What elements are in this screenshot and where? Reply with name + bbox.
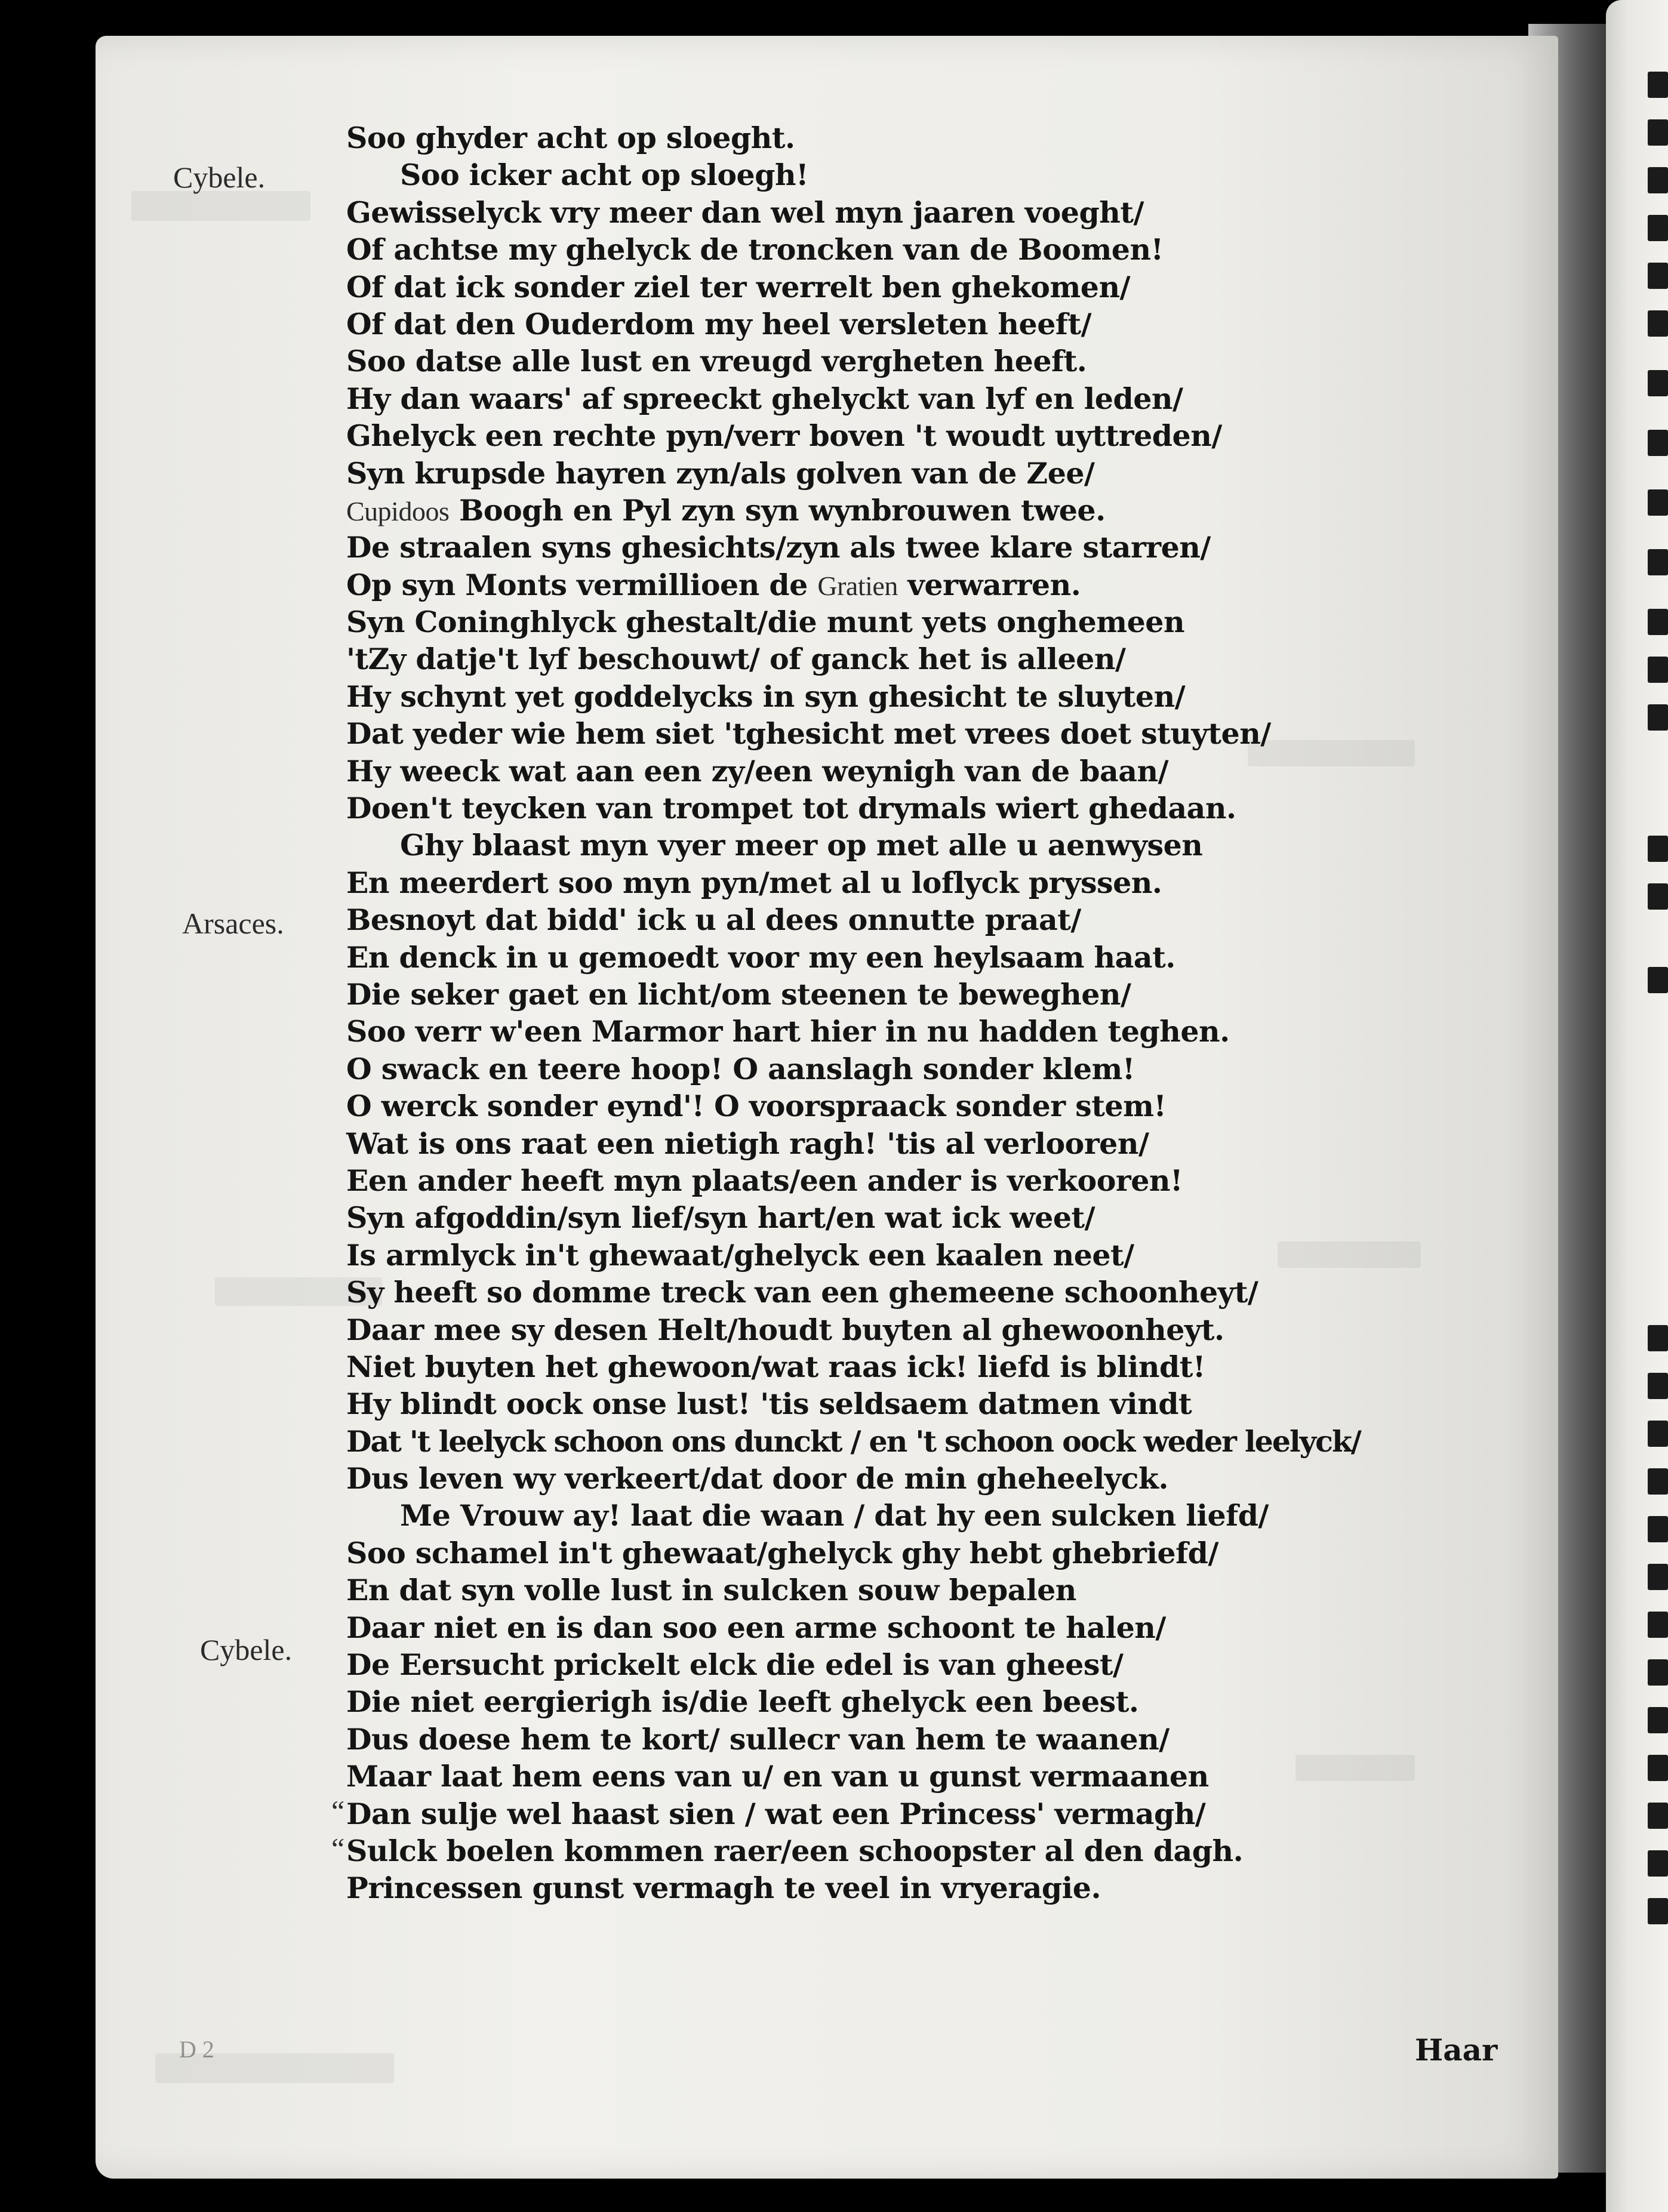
facing-page-glyph (1648, 489, 1668, 516)
verse-line: Of achtse my ghelyck de troncken van de Boomen! (346, 232, 1164, 267)
facing-page-glyph (1648, 704, 1668, 731)
verse-line: Daar mee sy desen Helt/houdt buyten al ghewoonheyt. (346, 1312, 1224, 1347)
facing-page-glyph (1648, 1803, 1668, 1829)
facing-page-glyph (1648, 549, 1668, 575)
verse-line: Gewisselyck vry meer dan wel myn jaaren voeght/ (346, 195, 1144, 230)
quotation-mark: “ (331, 1832, 345, 1865)
facing-page-glyph (1648, 310, 1668, 337)
verse-line: Of dat den Ouderdom my heel versleten heeft/ (346, 306, 1092, 341)
verse-line: Hy weeck wat aan een zy/een weynigh van de baan/ (346, 753, 1168, 788)
quotation-mark: “ (331, 1794, 345, 1828)
facing-page-glyph (1648, 72, 1668, 98)
verse-line: Is armlyck in't ghewaat/ghelyck een kaalen neet/ (346, 1237, 1134, 1273)
verse-line: Daar niet en is dan soo een arme schoont te halen/ (346, 1610, 1166, 1645)
catchword: Haar (1415, 2032, 1498, 2068)
verse-line-text: verwarren. (907, 567, 1081, 602)
verse-line: Ghelyck een rechte pyn/verr boven 't woudt uyttreden/ (346, 418, 1222, 454)
verse-line: Dus doese hem te kort/ sullecr van hem te waanen/ (346, 1721, 1170, 1757)
verse-line: Syn Coninghlyck ghestalt/die munt yets onghemeen (346, 605, 1185, 640)
verse-line: Princessen gunst vermagh te veel in vryeragie. (346, 1871, 1101, 1906)
verse-line: Dan sulje wel haast sien / wat een Princess' vermagh/ (346, 1796, 1206, 1831)
verse-line: Syn afgoddin/syn lief/syn hart/en wat ick weet/ (346, 1200, 1095, 1236)
facing-page-glyph (1648, 967, 1668, 993)
facing-page-glyph (1648, 263, 1668, 289)
verse-block (346, 119, 1498, 1907)
verse-line: Soo schamel in't ghewaat/ghelyck ghy hebt ghebriefd/ (346, 1535, 1218, 1570)
verse-line: 'tZy datje't lyf beschouwt/ of ganck het is alleen/ (346, 642, 1126, 677)
facing-page-glyph (1648, 1898, 1668, 1924)
facing-page-glyph (1648, 1421, 1668, 1447)
verse-line: En denck in u gemoedt voor my een heylsaam haat. (346, 939, 1175, 975)
verse-line: Sulck boelen kommen raer/een schoopster al den dagh. (346, 1833, 1244, 1868)
show-through-ink (131, 191, 310, 221)
verse-line: Een ander heeft myn plaats/een ander is verkooren! (346, 1163, 1183, 1198)
facing-page-glyph (1648, 1755, 1668, 1781)
facing-page-glyph (1648, 1325, 1668, 1351)
verse-line: Wat is ons raat een nietigh ragh! 'tis al verlooren/ (346, 1126, 1149, 1161)
verse-line (346, 492, 1498, 529)
facing-page-glyph (1648, 215, 1668, 241)
facing-page-glyph (1648, 430, 1668, 456)
verse-line: Niet buyten het ghewoon/wat raas ick! liefd is blindt! (346, 1349, 1205, 1384)
speaker-arsaces: Arsaces. (182, 907, 284, 940)
verse-line (346, 566, 1498, 603)
verse-line: Besnoyt dat bidd' ick u al dees onnutte praat/ (346, 902, 1081, 938)
verse-line-text: Boogh en Pyl zyn syn wynbrouwen twee. (458, 492, 1106, 528)
facing-page-glyph (1648, 1659, 1668, 1686)
verse-line: En meerdert soo myn pyn/met al u loflyck pryssen. (346, 865, 1162, 900)
verse-line (346, 156, 1498, 193)
facing-page-glyph (1648, 1707, 1668, 1733)
verse-line: Dat 't leelyck schoon ons dunckt / en 't schoon oock weder leelyck/ (346, 1424, 1361, 1459)
verse-line: En dat syn volle lust in sulcken souw bepalen (346, 1573, 1076, 1608)
verse-line: Hy dan waars' af spreeckt ghelyckt van lyf en leden/ (346, 381, 1183, 416)
verse-line-text: Op syn Monts vermillioen de (346, 567, 808, 602)
verse-line: Soo verr w'een Marmor hart hier in nu hadden teghen. (346, 1014, 1230, 1049)
verse-line (346, 827, 1498, 864)
verse-line: O swack en teere hoop! O aanslagh sonder klem! (346, 1051, 1135, 1086)
facing-page-glyph (1648, 883, 1668, 910)
facing-page-glyph (1648, 370, 1668, 396)
facing-page-glyph (1648, 1612, 1668, 1638)
verse-line: De straalen syns ghesichts/zyn als twee klare starren/ (346, 530, 1211, 565)
facing-page-glyph (1648, 119, 1668, 146)
verse-line: Die niet eergierigh is/die leeft ghelyck een beest. (346, 1684, 1139, 1720)
facing-page-glyph (1648, 1468, 1668, 1495)
verse-line: De Eersucht prickelt elck die edel is van gheest/ (346, 1647, 1124, 1683)
verse-line: Soo datse alle lust en vreugd vergheten heeft. (346, 344, 1087, 379)
verse-line: Dus leven wy verkeert/dat door de min gheheelyck. (346, 1461, 1169, 1496)
verse-line: Syn krupsde hayren zyn/als golven van de Zee/ (346, 455, 1095, 491)
verse-line (346, 1497, 1498, 1534)
verse-line: Sy heeft so domme treck van een ghemeene schoonheyt/ (346, 1275, 1258, 1310)
facing-page-glyph (1648, 836, 1668, 862)
verse-line-text: Soo icker acht op sloegh! (400, 158, 809, 193)
verse-line: O werck sonder eynd'! O voorspraack sonder stem! (346, 1089, 1167, 1124)
facing-page-glyph (1648, 1373, 1668, 1399)
facing-page-glyph (1648, 1516, 1668, 1542)
verse-line-text: Me Vrouw ay! laat die waan / dat hy een sulcken liefd/ (400, 1498, 1269, 1533)
verse-line: Soo ghyder acht op sloeght. (346, 121, 795, 155)
verse-line: Maar laat hem eens van u/ en van u gunst vermaanen (346, 1759, 1209, 1794)
verse-line: Doen't teycken van trompet tot drymals wiert ghedaan. (346, 791, 1236, 826)
roman-word: Gratien (817, 570, 898, 601)
verse-line: Die seker gaet en licht/om steenen te beweghen/ (346, 976, 1131, 1012)
verse-line-text: Ghy blaast myn vyer meer op met alle u aenwysen (400, 828, 1203, 863)
facing-page-glyph (1648, 1564, 1668, 1590)
verse-line: Of dat ick sonder ziel ter werrelt ben ghekomen/ (346, 269, 1130, 304)
signature-mark: D 2 (179, 2036, 214, 2063)
facing-page-glyph (1648, 657, 1668, 683)
speaker-cybele: Cybele. (200, 1633, 293, 1666)
facing-page-glyph (1648, 1850, 1668, 1877)
verse-line: Hy blindt oock onse lust! 'tis seldsaem datmen vindt (346, 1387, 1192, 1422)
verse-line: Hy schynt yet goddelycks in syn ghesicht te sluyten/ (346, 679, 1186, 714)
facing-page-glyph (1648, 609, 1668, 635)
roman-word: Cupidoos (346, 495, 450, 526)
speaker-cybele: Cybele. (173, 161, 266, 194)
facing-page-glyph (1648, 167, 1668, 193)
verse-line: Dat yeder wie hem siet 'tghesicht met vrees doet stuyten/ (346, 716, 1271, 751)
